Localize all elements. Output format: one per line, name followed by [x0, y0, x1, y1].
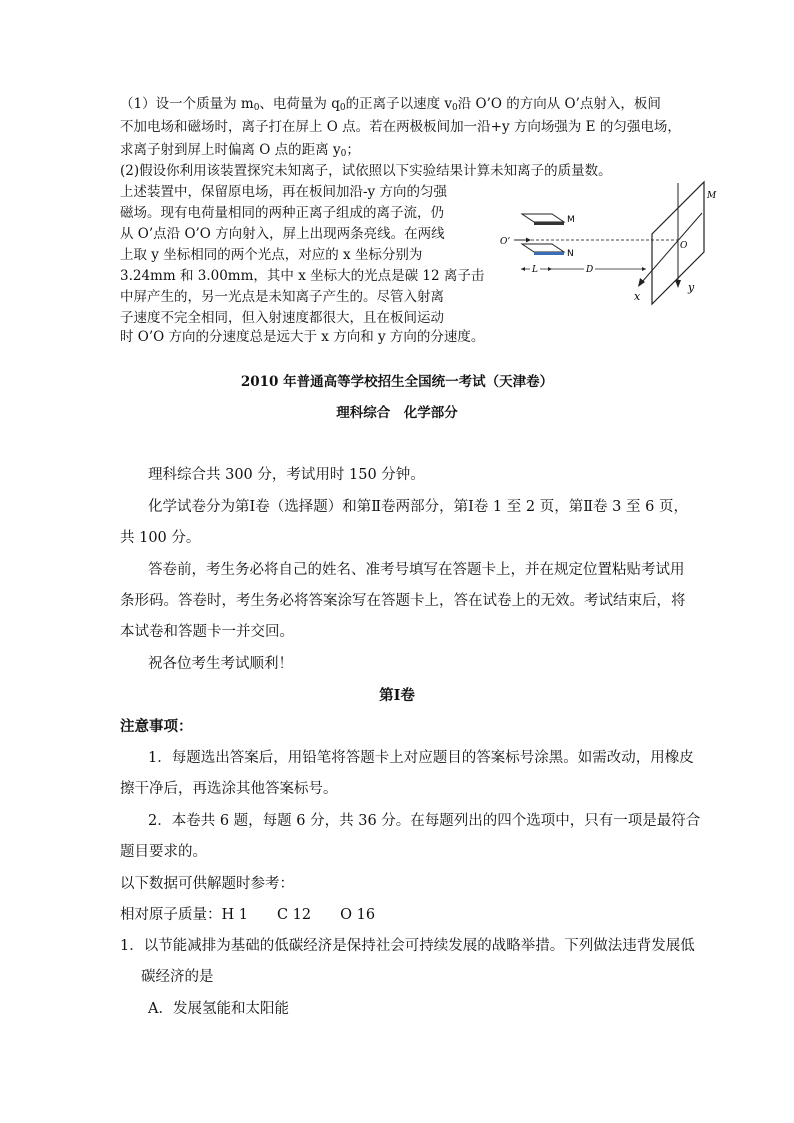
question-1-option-a: A．发展氢能和太阳能: [148, 1001, 289, 1017]
reference-data-intro: 以下数据可供解题时参考：: [120, 876, 294, 892]
physics-q2-text-line: 磁场。现有电荷量相同的两种正离子组成的离子流，仍: [120, 205, 444, 221]
y-axis-label: y: [688, 281, 695, 294]
dim-l-arrow-left: [521, 267, 525, 271]
notice-2-line1: 2．本卷共 6 题，每题 6 分，共 36 分。在每题列出的四个选项中，只有一项是最符合: [148, 813, 701, 829]
dim-l-arrow-right: [548, 267, 552, 271]
intro-score-time: 理科综合共 300 分，考试用时 150 分钟。: [148, 467, 425, 483]
physics-q1-line1: （1）设一个质量为 $m_0$、电荷量为 $q_0$的正离子以速度 $v_0$沿 O’O 的方向从 O’点射入，板间: [120, 96, 661, 113]
x-axis-label: x: [634, 290, 641, 303]
physics-q2-text-line: 从 O’点沿 O’O 方向射入，屏上出现两条亮线。在两线: [120, 226, 445, 242]
physics-q1-line2: 不加电场和磁场时，离子打在屏上 O 点。若在两极板间加一沿+y 方向场强为 E 的匀强电场，: [120, 119, 681, 135]
atomic-masses: 相对原子质量：H 1 C 12 O 16: [120, 907, 376, 923]
physics-q1-line3: 求离子射到屏上时偏离 O 点的距离 $y_0$；: [120, 142, 360, 159]
part-one-heading: 第Ⅰ卷: [379, 687, 415, 704]
notice-title: 注意事项：: [120, 718, 193, 735]
intro-structure-line1: 化学试卷分为第Ⅰ卷（选择题）和第Ⅱ卷两部分，第Ⅰ卷 1 至 2 页，第Ⅱ卷 3 至 6 页，: [148, 499, 688, 515]
exam-subtitle: 理科综合 化学部分: [336, 405, 458, 421]
intro-structure-line2: 共 100 分。: [120, 530, 201, 546]
y-axis-arrow: [675, 280, 681, 288]
question-1-line2: 碳经济的是: [141, 969, 214, 985]
physics-q2-text-line: 中屏产生的，另一光点是未知离子产生的。尽管入射离: [120, 289, 444, 305]
notice-1-line2: 擦干净后，再选涂其他答案标号。: [120, 781, 338, 797]
intro-instructions-line1: 答卷前，考生务必将自己的姓名、准考号填写在答题卡上，并在规定位置粘贴考试用: [148, 562, 685, 578]
good-luck: 祝各位考生考试顺利！: [148, 656, 293, 672]
physics-q2-text-line: 子速度不完全相同，但入射速度都很大，且在板间运动: [120, 310, 444, 326]
plate-n-label: N: [567, 249, 574, 259]
notice-2-line2: 题目要求的。: [120, 844, 207, 860]
plate-m-label: M: [567, 215, 575, 225]
apparatus-diagram: [494, 178, 734, 306]
dim-d-arrow-right: [642, 267, 646, 271]
notice-1-line1: 1．每题选出答案后，用铅笔将答题卡上对应题目的答案标号涂黑。如需改动，用橡皮: [148, 750, 694, 766]
question-1-line1: 1．以节能减排为基础的低碳经济是保持社会可持续发展的战略举措。下列做法违背发展低: [120, 938, 695, 954]
physics-q2-text-line: 3.24mm 和 3.00mm，其中 x 坐标大的光点是碳 12 离子击: [120, 268, 485, 284]
dim-d-label: D: [586, 265, 594, 275]
intro-instructions-line3: 本试卷和答题卡一并交回。: [120, 624, 294, 640]
plate-m: [522, 214, 564, 222]
exam-title: 2010 年普通高等学校招生全国统一考试（天津卷）: [240, 374, 554, 390]
beam-arrow: [526, 238, 531, 243]
o-label: O: [680, 241, 688, 251]
o-prime-label: O’: [500, 237, 511, 247]
plate-n: [522, 244, 564, 252]
intro-instructions-line2: 条形码。答卷时，考生务必将答案涂写在答题卡上，答在试卷上的无效。考试结束后，将: [120, 593, 686, 609]
plate-n-edge: [534, 252, 564, 255]
physics-q2-line1: (2)假设你利用该装置探究未知离子，试依照以下实验结果计算未知离子的质量数。: [120, 163, 612, 179]
plate-m-edge: [534, 222, 564, 225]
physics-q2-text-line: 上取 y 坐标相同的两个光点，对应的 x 坐标分别为: [120, 247, 423, 263]
physics-q2-text-line: 上述装置中，保留原电场，再在板间加沿-y 方向的匀强: [120, 184, 447, 200]
x-axis: [642, 213, 702, 282]
dim-l-label: L: [532, 265, 538, 275]
screen-label: M: [707, 191, 717, 201]
physics-q2-text-line: 时 O’O 方向的分速度总是远大于 x 方向和 y 方向的分速度。: [120, 329, 485, 345]
